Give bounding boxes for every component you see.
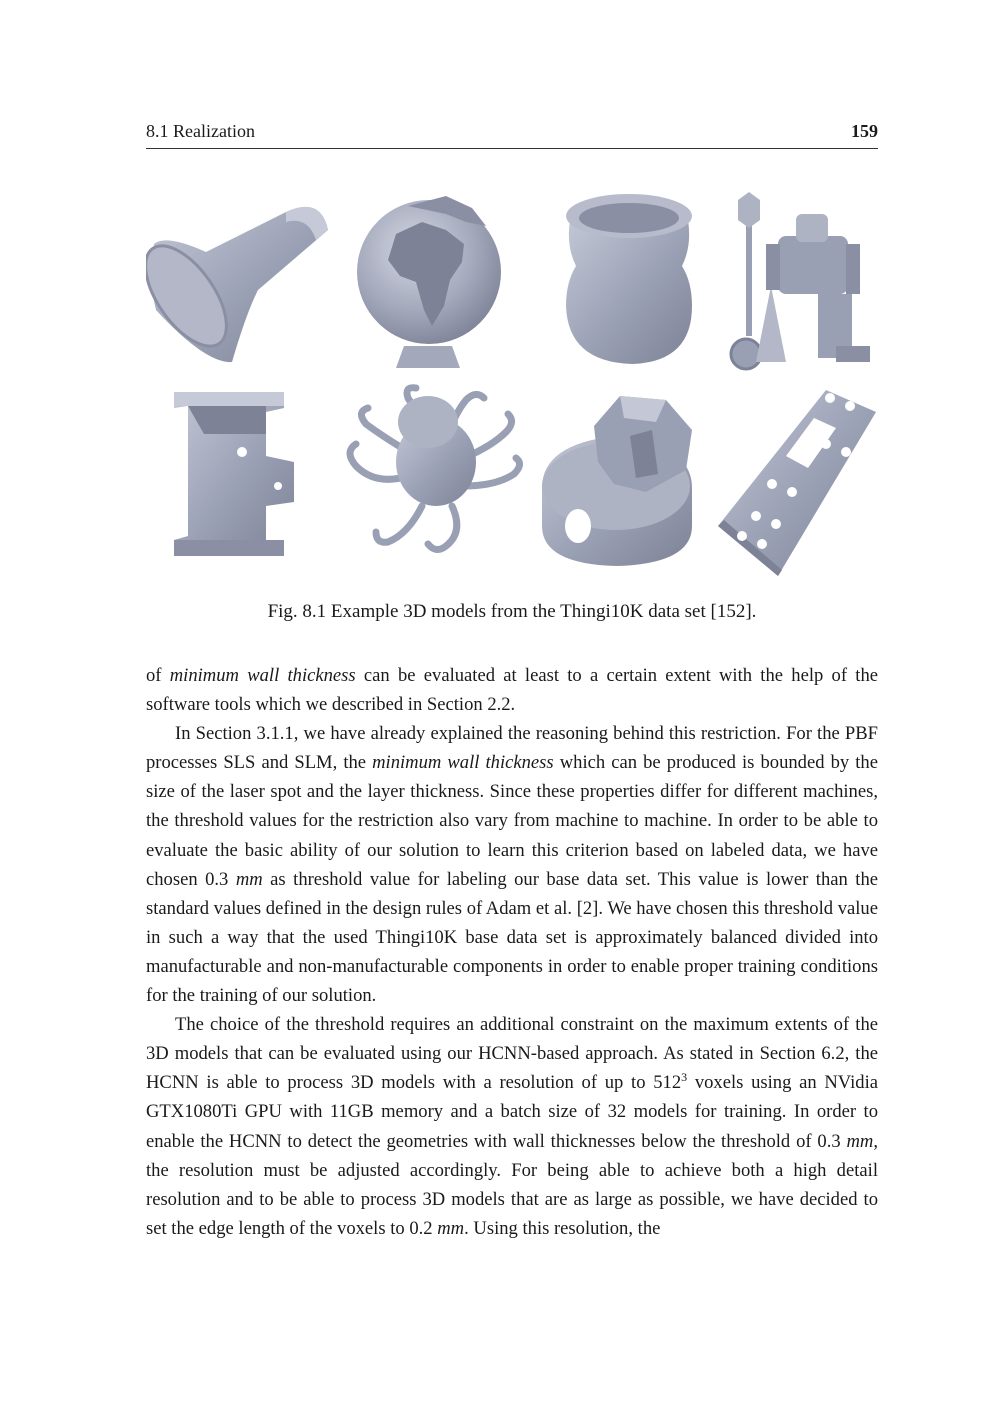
page-number: 159 xyxy=(851,121,878,141)
funnel-model xyxy=(146,207,328,362)
paragraph-3: The choice of the threshold requires an additional constraint on the maximum extents of the 3D models that can be evaluated using our HCNN-based approach. As stated in Section 6.2, the HCNN is able to process 3D models with a resolution of up to $512^3$ voxels using an NVidia GTX1080Ti GPU with 11GB memory and a batch size of 32 models for training. In order to enable the HCNN to detect the geometries with wall thicknesses below the threshold of 0.3 mm, the resolution must be adjusted accordingly. For being able to achieve both a high detail resolution and to be able to process 3D models that are as large as possible, we have decided to set the edge length of the voxels to 0.2 mm. Using this resolution, the xyxy=(146,1014,878,1239)
bracket-model xyxy=(174,392,294,556)
figure-8-1 xyxy=(146,186,878,582)
section-title: 8.1 Realization xyxy=(146,121,255,141)
plate-model xyxy=(718,390,876,576)
figure-caption: Fig. 8.1 Example 3D models from the Thingi10K data set [152]. xyxy=(267,601,757,622)
figure-models xyxy=(146,186,878,582)
figurine-model xyxy=(731,192,870,369)
paragraph-1: of minimum wall thickness can be evaluated at least to a certain extent with the help of the software tools which we described in Section 2.2. xyxy=(146,665,878,716)
body-text xyxy=(146,661,878,1243)
vase-model xyxy=(566,194,692,364)
running-header xyxy=(146,121,878,149)
octopus-model xyxy=(350,388,520,550)
globe-model xyxy=(357,196,501,368)
connector-model xyxy=(542,396,692,566)
paragraph-2: In Section 3.1.1, we have already explained the reasoning behind this restriction. For the PBF processes SLS and SLM, the minimum wall thickness which can be produced is bounded by the size of the laser spot and the layer thickness. Since these properties differ for different machines, the threshold values for the restriction also vary from machine to machine. In order to be able to evaluate the basic ability of our solution to learn this criterion based on labeled data, we have chosen 0.3 mm as threshold value for labeling our base data set. This value is lower than the standard values defined in the design rules of Adam et al. [2]. We have chosen this threshold value in such a way that the used Thingi10K base data set is approximately balanced divided into manufacturable and non-manufacturable components in order to enable proper training conditions for the training of our solution. xyxy=(146,723,878,1007)
